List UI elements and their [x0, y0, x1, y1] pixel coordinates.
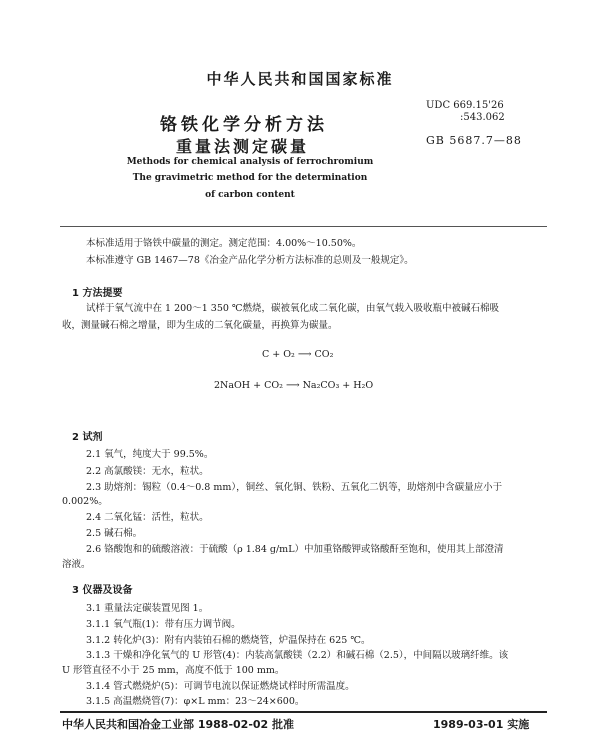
- method-paragraph-line: 收，测量碱石棉之增量，即为生成的二氧化碳量，再换算为碳量。: [62, 320, 338, 331]
- reference-statement: 本标准遵守 GB 1467—78《冶金产品化学分析方法标准的总则及一般规定》。: [86, 255, 414, 266]
- apparatus-item: 3.1.4 管式燃烧炉(5)：可调节电流以保证燃烧试样时所需温度。: [86, 681, 355, 692]
- section-heading-reagents: 2 试剂: [72, 432, 103, 443]
- english-title-line: Methods for chemical analysis of ferrochromium: [126, 157, 374, 167]
- reagent-item: 2.1 氧气，纯度大于 99.5%。: [86, 449, 214, 460]
- reaction-equation: C + O₂ ⟶ CO₂: [262, 349, 334, 360]
- reagent-item: 2.3 助熔剂：锡粒（0.4～0.8 mm），铜丝、氧化铜、铁粉、五氧化二钒等，助熔剂中含碳量应小于: [86, 482, 503, 493]
- standard-org-heading: 中华人民共和国国家标准: [206, 70, 394, 88]
- implementation-date: 1989-03-01 实施: [433, 718, 530, 731]
- section-heading-method: 1 方法提要: [72, 288, 123, 299]
- apparatus-item: 3.1.1 氧气瓶(1)：带有压力调节阀。: [86, 619, 241, 630]
- method-paragraph-line: 试样于氧气流中在 1 200～1 350 ℃燃烧，碳被氧化成二氧化碳，由氧气载入吸收瓶中被碱石棉吸: [86, 303, 500, 314]
- udc-code: UDC 669.15'26: [426, 100, 504, 111]
- reagent-item-continued: 溶液。: [62, 559, 91, 570]
- english-title-line: The gravimetric method for the determination: [132, 173, 368, 183]
- document-subtitle: 重量法测定碳量: [176, 137, 310, 156]
- reagent-item: 2.6 铬酸饱和的硫酸溶液：于硫酸（ρ 1.84 g/mL）中加重铬酸钾或铬酸酐至饱和，使用其上部澄清: [86, 544, 504, 555]
- apparatus-item: 3.1.2 转化炉(3)：附有内装铂石棉的燃烧管，炉温保持在 625 ℃。: [86, 635, 371, 646]
- reagent-item-continued: 0.002%。: [62, 496, 108, 507]
- apparatus-item: 3.1.5 高温燃烧管(7)：φ×L mm：23～24×600。: [86, 696, 305, 707]
- reagent-item: 2.4 二氧化锰：活性，粒状。: [86, 512, 209, 523]
- reagent-item: 2.2 高氯酸镁：无水，粒状。: [86, 466, 209, 477]
- apparatus-item: 3.1 重量法定碳装置见图 1。: [86, 603, 209, 614]
- approval-statement: 中华人民共和国冶金工业部 1988-02-02 批准: [62, 718, 295, 731]
- scope-statement: 本标准适用于铬铁中碳量的测定。测定范围：4.00%～10.50%。: [86, 238, 362, 249]
- footer-divider: [60, 711, 547, 713]
- apparatus-item-continued: U 形管直径不小于 25 mm，高度不低于 100 mm。: [62, 665, 285, 676]
- reaction-equation: 2NaOH + CO₂ ⟶ Na₂CO₃ + H₂O: [214, 380, 374, 391]
- udc-code-continued: :543.062: [460, 112, 505, 123]
- header-divider: [60, 226, 547, 227]
- reagent-item: 2.5 碱石棉。: [86, 528, 143, 539]
- gb-standard-number: GB 5687.7—88: [426, 134, 522, 147]
- english-title-line: of carbon content: [205, 190, 295, 200]
- document-title: 铬铁化学分析方法: [160, 115, 328, 135]
- apparatus-item: 3.1.3 干燥和净化氧气的 U 形管(4)：内装高氯酸镁（2.2）和碱石棉（2.5），中间隔以玻璃纤维。该: [86, 650, 509, 661]
- section-heading-apparatus: 3 仪器及设备: [72, 585, 133, 596]
